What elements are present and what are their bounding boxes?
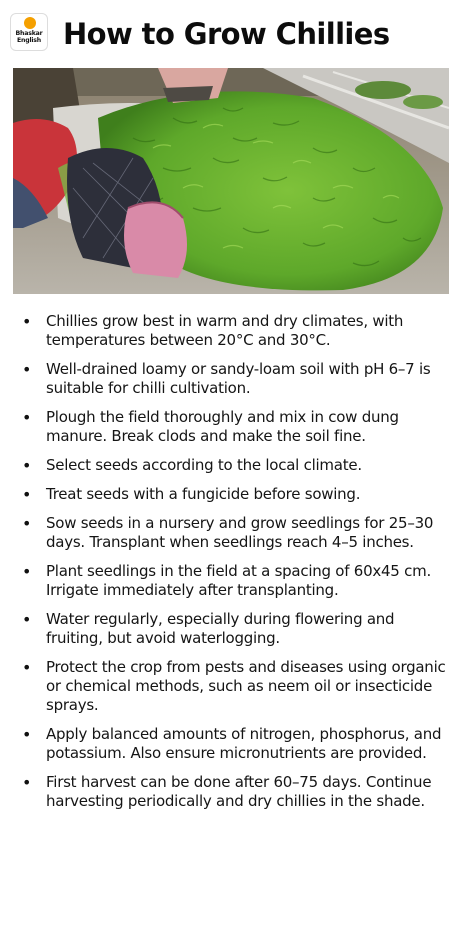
logo-sun-icon [24,17,36,29]
bullet-point-icon: • [22,360,32,379]
bullet-item [0,360,461,398]
bullet-text: Plant seedlings in the field at a spacing of 60x45 cm. Irrigate immediately after transplanting. [46,562,431,599]
header [0,0,461,68]
bullet-point-icon: • [22,312,32,331]
page-title: How to Grow Chillies [63,17,390,51]
bullet-item [0,456,461,475]
bullet-item [0,312,461,350]
bullet-text: Sow seeds in a nursery and grow seedlings for 25–30 days. Transplant when seedlings reach 4–5 inches. [46,514,434,551]
logo-line-1: Bhaskar [15,30,43,37]
bullet-text: First harvest can be done after 60–75 days. Continue harvesting periodically and dry chillies in the shade. [46,773,432,810]
bullet-item [0,725,461,763]
bullet-text: Water regularly, especially during flowering and fruiting, but avoid waterlogging. [46,610,395,647]
chilli-harvest-illustration [13,68,449,294]
bullet-text: Well-drained loamy or sandy-loam soil with pH 6–7 is suitable for chilli cultivation. [46,360,431,397]
bullet-point-icon: • [22,658,32,677]
bullet-point-icon: • [22,514,32,533]
bullet-point-icon: • [22,610,32,629]
bhaskar-english-logo[interactable] [10,13,48,51]
bullet-point-icon: • [22,562,32,581]
bullet-item [0,514,461,552]
bullet-item [0,562,461,600]
bullet-point-icon: • [22,408,32,427]
bullet-item [0,658,461,715]
bullet-item [0,610,461,648]
bullet-text: Chillies grow best in warm and dry climates, with temperatures between 20°C and 30°C. [46,312,404,349]
bullet-text: Treat seeds with a fungicide before sowing. [46,485,361,503]
bullet-text: Select seeds according to the local climate. [46,456,362,474]
growing-tips-list [0,312,461,811]
chilli-harvest-photo [13,68,449,294]
bullet-item [0,485,461,504]
bullet-point-icon: • [22,485,32,504]
bullet-item [0,408,461,446]
bullet-text: Protect the crop from pests and diseases using organic or chemical methods, such as neem oil or insecticide sprays. [46,658,446,714]
bullet-point-icon: • [22,773,32,792]
bullet-text: Apply balanced amounts of nitrogen, phosphorus, and potassium. Also ensure micronutrients are provided. [46,725,442,762]
bullet-point-icon: • [22,725,32,744]
logo-line-2: English [17,37,41,44]
bullet-text: Plough the field thoroughly and mix in cow dung manure. Break clods and make the soil fine. [46,408,399,445]
bullet-item [0,773,461,811]
bullet-point-icon: • [22,456,32,475]
